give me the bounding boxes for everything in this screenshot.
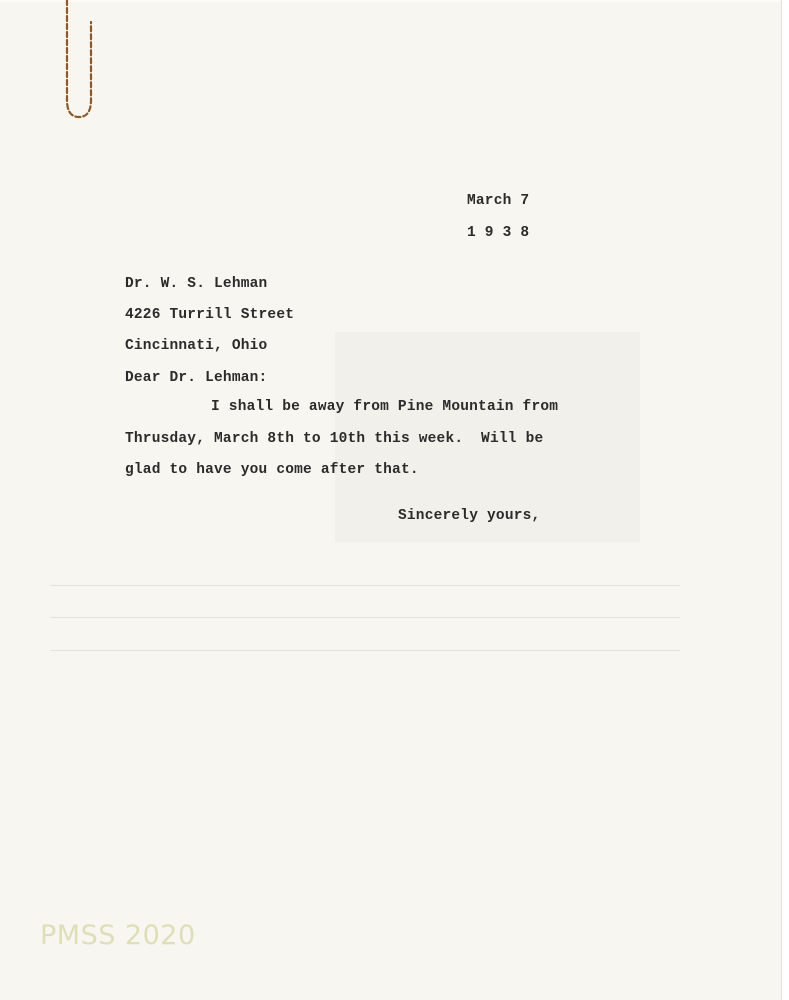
closing: Sincerely yours,: [398, 508, 541, 524]
paperclip-icon: [60, 0, 100, 125]
bleed-through-line: [50, 617, 680, 618]
watermark: PMSS 2020: [40, 920, 196, 951]
recipient-name: Dr. W. S. Lehman: [125, 276, 268, 292]
paper-right-edge: [781, 0, 789, 1000]
recipient-city: Cincinnati, Ohio: [125, 338, 268, 354]
body-line: glad to have you come after that.: [125, 462, 419, 478]
bleed-through-line: [50, 585, 680, 586]
letter-paper: [0, 2, 782, 1000]
body-line: Thrusday, March 8th to 10th this week. Will be: [125, 431, 544, 447]
body-line: I shall be away from Pine Mountain from: [211, 399, 559, 415]
bleed-through-line: [50, 650, 680, 651]
date-month-day: March 7: [467, 193, 530, 209]
recipient-street: 4226 Turrill Street: [125, 307, 295, 323]
salutation: Dear Dr. Lehman:: [125, 370, 268, 386]
date-year: 1 9 3 8: [467, 225, 530, 241]
